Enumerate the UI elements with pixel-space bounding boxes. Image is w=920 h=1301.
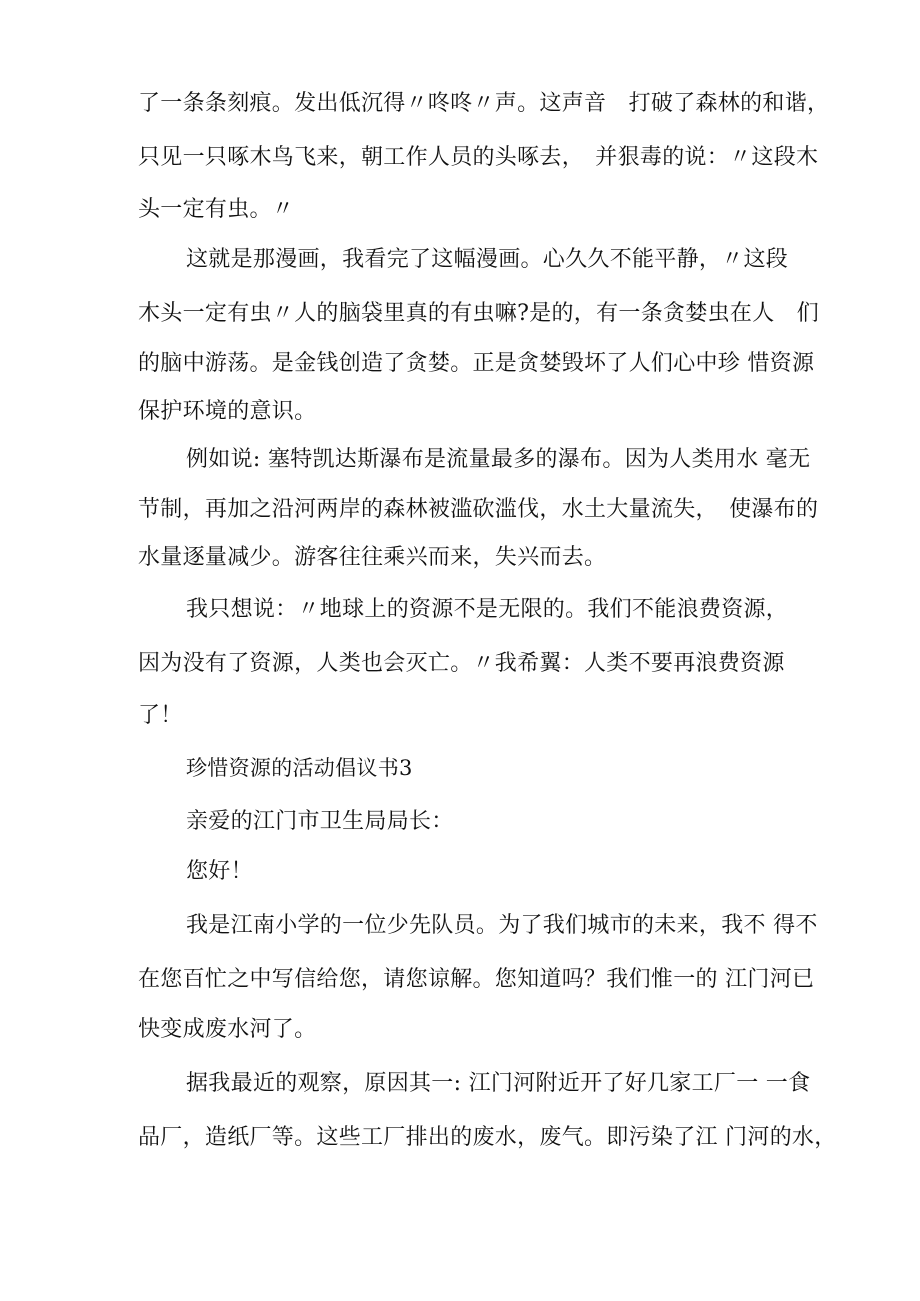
paragraph-start-line: 这就是那漫画，我看完了这幅漫画。心久久不能平静，〃这段	[186, 247, 789, 272]
letter-greeting: 您好！	[186, 859, 253, 884]
text-line: 水量逐量减少。游客往往乘兴而来，失兴而去。	[138, 545, 607, 570]
paragraph-start-line: 我是江南小学的一位少先队员。为了我们城市的未来，我不 得不	[186, 913, 818, 938]
paragraph-start-line: 例如说: 塞特凯达斯瀑布是流量最多的瀑布。因为人类用水 毫无	[186, 447, 811, 472]
text-line: 的脑中游荡。是金钱创造了贪婪。正是贪婪毁坏了人们心中珍 惜资源	[138, 351, 815, 376]
section-heading: 珍惜资源的活动倡议书3	[186, 756, 413, 780]
paragraph-start-line: 我只想说：〃地球上的资源不是无限的。我们不能浪费资源，	[186, 597, 789, 622]
text-line: 了！	[138, 703, 183, 728]
paragraph-start-line: 据我最近的观察，原因其一: 江门河附近开了好几家工厂一 一食	[186, 1071, 811, 1096]
text-line: 了一条条刻痕。发出低沉得〃咚咚〃声。这声音 打破了森林的和谐，	[138, 91, 830, 116]
letter-salutation: 亲爱的江门市卫生局局长：	[186, 809, 454, 834]
text-line: 在您百忙之中写信给您，请您谅解。您知道吗？我们惟一的 江门河已	[138, 967, 815, 992]
text-line: 因为没有了资源，人类也会灭亡。〃我希翼：人类不要再浪费资源	[138, 651, 785, 676]
text-line: 快变成废水河了。	[138, 1017, 317, 1042]
text-line: 头一定有虫。〃	[138, 197, 295, 222]
text-line: 品厂，造纸厂等。这些工厂排出的废水，废气。即污染了江 门河的水，	[138, 1125, 837, 1150]
text-line: 保护环境的意识。	[138, 399, 317, 424]
text-line: 节制，再加之沿河两岸的森林被滥砍滥伐，水土大量流失， 使瀑布的	[138, 497, 819, 522]
text-line: 只见一只啄木鸟飞来，朝工作人员的头啄去， 并狠毒的说：〃这段木	[138, 145, 819, 170]
text-line: 木头一定有虫〃人的脑袋里真的有虫嘛?是的，有一条贪婪虫在人 们	[138, 301, 820, 326]
